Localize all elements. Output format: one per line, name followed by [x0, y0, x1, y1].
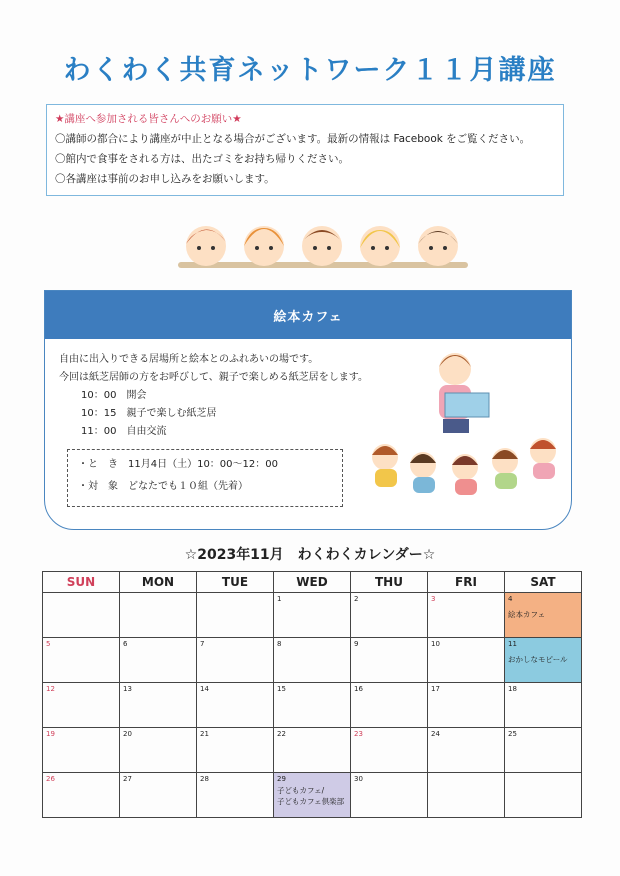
notice-line: 〇各講座は事前のお申し込みをお願いします。	[55, 173, 275, 185]
schedule-item: 10：00 開会	[81, 390, 147, 401]
calendar-cell: 26	[43, 773, 120, 818]
calendar-cell-event: 29 子どもカフェ/ 子どもカフェ倶楽部	[274, 773, 351, 818]
calendar-cell: 15	[274, 683, 351, 728]
child-face-4	[360, 226, 400, 266]
day-header: MON	[120, 572, 197, 593]
event-details-box	[67, 449, 343, 507]
calendar-cell: 10	[428, 638, 505, 683]
calendar-cell: 21	[197, 728, 274, 773]
calendar-cell	[43, 593, 120, 638]
calendar-cell-event: 4 絵本カフェ	[505, 593, 582, 638]
event-target: ・対 象 どなたでも１０組（先着）	[78, 481, 248, 492]
day-header: TUE	[197, 572, 274, 593]
calendar-week-row	[43, 728, 582, 773]
calendar-cell: 9	[351, 638, 428, 683]
event-panel	[44, 290, 572, 530]
calendar-cell: 25	[505, 728, 582, 773]
child-audience-3	[452, 454, 478, 495]
schedule-item: 11：00 自由交流	[81, 426, 167, 437]
event-title: 絵本カフェ	[45, 291, 571, 339]
child-face-3	[302, 226, 342, 266]
calendar-cell: 13	[120, 683, 197, 728]
calendar-cell: 28	[197, 773, 274, 818]
calendar-cell: 22	[274, 728, 351, 773]
schedule-item: 10：15 親子で楽しむ紙芝居	[81, 408, 217, 419]
notice-box	[46, 104, 564, 196]
day-header: FRI	[428, 572, 505, 593]
event-label: 子どもカフェ/ 子どもカフェ倶楽部	[277, 786, 345, 806]
event-desc-line: 今回は紙芝居師の方をお呼びして、親子で楽しめる紙芝居をします。	[59, 372, 368, 383]
child-face-5	[418, 226, 458, 266]
calendar-cell-event: 11 おかしなモピール	[505, 638, 582, 683]
calendar-cell: 17	[428, 683, 505, 728]
notice-line: 〇館内で食事をされる方は、出たゴミをお持ち帰りください。	[55, 153, 349, 165]
event-label: おかしなモピール	[508, 655, 568, 664]
storyteller-illustration	[365, 347, 565, 497]
event-label: 絵本カフェ	[508, 610, 546, 619]
children-illustration	[178, 212, 468, 282]
calendar-cell: 24	[428, 728, 505, 773]
child-face-2	[244, 226, 284, 266]
calendar-cell: 18	[505, 683, 582, 728]
calendar-table	[42, 571, 582, 818]
calendar-week-row	[43, 683, 582, 728]
child-audience-2	[410, 452, 436, 493]
day-header: THU	[351, 572, 428, 593]
calendar-cell: 20	[120, 728, 197, 773]
calendar-cell: 7	[197, 638, 274, 683]
day-header: SUN	[43, 572, 120, 593]
calendar-cell: 16	[351, 683, 428, 728]
calendar-cell: 5	[43, 638, 120, 683]
calendar-cell: 14	[197, 683, 274, 728]
calendar-cell: 3	[428, 593, 505, 638]
notice-line: 〇講師の都合により講座が中止となる場合がございます。最新の情報は Facebook をご覧ください。	[55, 133, 531, 145]
calendar-cell: 23	[351, 728, 428, 773]
page-title: わくわく共育ネットワーク１１月講座	[63, 55, 557, 86]
event-description	[59, 351, 368, 441]
calendar-cell: 2	[351, 593, 428, 638]
calendar-cell: 12	[43, 683, 120, 728]
event-date: ・と き 11月4日（土）10：00～12：00	[78, 459, 278, 470]
calendar-cell: 19	[43, 728, 120, 773]
calendar-title: ☆2023年11月 わくわくカレンダー☆	[184, 547, 436, 563]
child-audience-4	[492, 448, 518, 489]
calendar-header-row	[43, 572, 582, 593]
calendar-cell: 6	[120, 638, 197, 683]
day-header: SAT	[505, 572, 582, 593]
calendar-cell: 27	[120, 773, 197, 818]
calendar-cell	[197, 593, 274, 638]
calendar-cell	[120, 593, 197, 638]
calendar-week-row	[43, 773, 582, 818]
child-audience-5	[530, 438, 556, 479]
calendar-week-row	[43, 593, 582, 638]
event-desc-line: 自由に出入りできる居場所と絵本とのふれあいの場です。	[59, 354, 319, 365]
calendar-cell: 1	[274, 593, 351, 638]
calendar-cell: 30	[351, 773, 428, 818]
day-header: WED	[274, 572, 351, 593]
calendar-week-row	[43, 638, 582, 683]
child-audience-1	[372, 444, 398, 487]
child-face-1	[186, 226, 226, 266]
notice-heading: ★講座へ参加される皆さんへのお願い★	[55, 113, 242, 125]
calendar-cell	[428, 773, 505, 818]
calendar-cell	[505, 773, 582, 818]
calendar-cell: 8	[274, 638, 351, 683]
